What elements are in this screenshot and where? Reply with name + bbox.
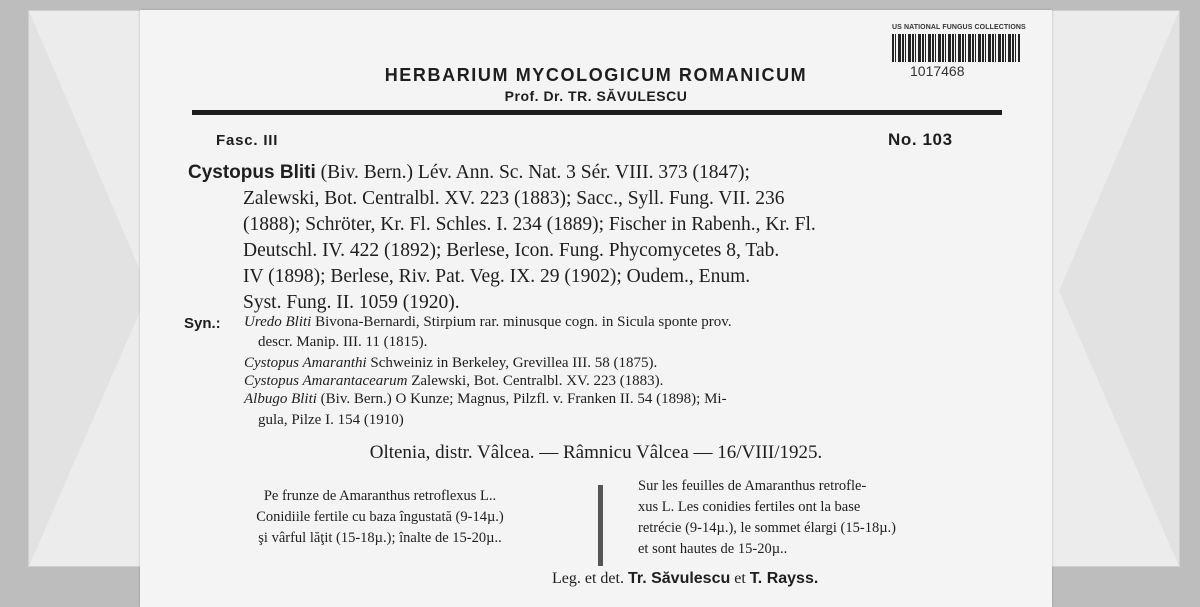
citation-text: (Biv. Bern.) Lév. Ann. Sc. Nat. 3 Sér. VIII. 373 (1847);	[320, 162, 750, 183]
collector-name: Tr. Săvulescu	[627, 570, 731, 587]
column-divider	[598, 485, 603, 566]
envelope-flap-right	[1059, 11, 1179, 566]
barcode-bars	[892, 34, 1020, 62]
synonym-name: Uredo Bliti	[244, 314, 312, 330]
synonym-entry	[244, 312, 732, 333]
herbarium-label	[140, 10, 1052, 607]
synonym-citation: gula, Pilze I. 154 (1910)	[258, 412, 404, 428]
collectors-line	[552, 570, 818, 588]
citation-line: (1888); Schröter, Kr. Fl. Schles. I. 234 (1889); Fischer in Rabenh., Kr. Fl.	[243, 214, 816, 235]
description-fr-line: et sont hautes de 15-20µ..	[638, 541, 788, 557]
synonym-citation: Bivona-Bernardi, Stirpium rar. minusque cogn. in Sicula sponte prov.	[311, 314, 732, 330]
species-name: Cystopus Bliti	[188, 162, 316, 183]
fascicle-label: Fasc. III	[216, 132, 279, 149]
synonym-name: Cystopus Amaranthi	[244, 355, 367, 371]
synonym-citation: (Biv. Bern.) O Kunze; Magnus, Pilzfl. v. Franken II. 54 (1898); Mi-	[316, 391, 727, 407]
collectors-prefix: Leg. et det.	[552, 570, 624, 587]
description-fr-line: Sur les feuilles de Amaranthus retrofle-	[638, 478, 867, 494]
description-fr-line: retrécie (9-14µ.), le sommet élargi (15-18µ.)	[638, 520, 897, 536]
synonym-entry	[244, 389, 727, 410]
citation-line	[188, 160, 750, 186]
synonym-name: Cystopus Amarantacearum	[244, 373, 408, 389]
citation-line: Zalewski, Bot. Centralbl. XV. 223 (1883); Sacc., Syll. Fung. VII. 236	[243, 188, 785, 209]
envelope-flap-left	[29, 11, 149, 566]
description-ro-line: Conidiile fertile cu baza îngustată (9-14µ.)	[256, 509, 504, 525]
title-rule	[192, 110, 1002, 115]
locality-line: Oltenia, distr. Vâlcea. — Râmnicu Vâlcea — 16/VIII/1925.	[369, 442, 823, 463]
description-fr-line: xus L. Les conidies fertiles ont la base	[638, 499, 861, 515]
collectors-joiner: et	[734, 570, 746, 587]
synonym-entry	[258, 410, 404, 431]
description-ro-line: şi vârful lăţit (15-18µ.); înalte de 15-20µ..	[258, 530, 502, 546]
specimen-number: No. 103	[888, 130, 953, 149]
synonym-citation: Schweiniz in Berkeley, Grevillea III. 58 (1875).	[366, 355, 658, 371]
citation-line: Syst. Fung. II. 1059 (1920).	[243, 292, 460, 313]
collector-name: T. Rayss.	[749, 570, 819, 587]
synonym-citation: descr. Manip. III. 11 (1815).	[258, 334, 428, 350]
citation-line: Deutschl. IV. 422 (1892); Berlese, Icon. Fung. Phycomycetes 8, Tab.	[243, 240, 780, 261]
herbarium-title: HERBARIUM MYCOLOGICUM ROMANICUM	[384, 65, 808, 85]
synonyms-label: Syn.:	[184, 315, 221, 332]
synonym-entry	[258, 332, 427, 353]
description-ro-line: Pe frunze de Amaranthus retroflexus L..	[263, 488, 497, 504]
herbarium-subtitle: Prof. Dr. TR. SĂVULESCU	[504, 88, 688, 104]
synonym-citation: Zalewski, Bot. Centralbl. XV. 223 (1883).	[407, 373, 664, 389]
barcode-number: 1017468	[910, 63, 965, 79]
barcode-collection: US NATIONAL FUNGUS COLLECTIONS	[892, 24, 1026, 31]
citation-line: IV (1898); Berlese, Riv. Pat. Veg. IX. 29 (1902); Oudem., Enum.	[243, 266, 751, 287]
synonym-name: Albugo Bliti	[244, 391, 317, 407]
